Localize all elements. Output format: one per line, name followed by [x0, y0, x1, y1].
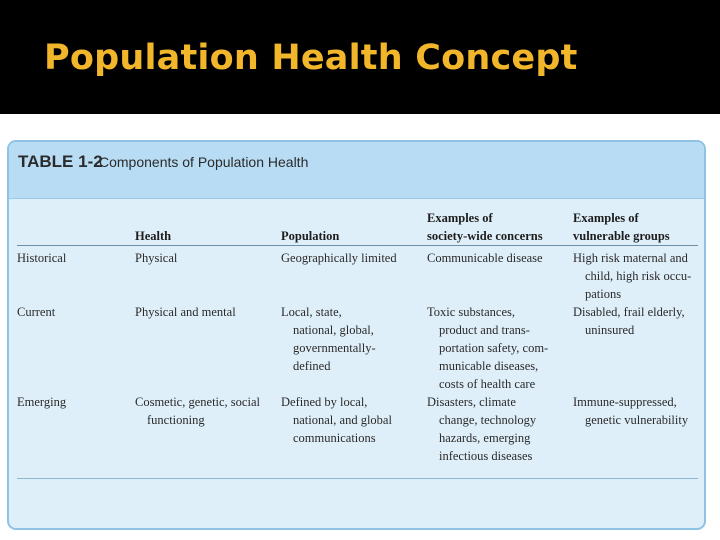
cell-society [427, 393, 536, 465]
cell-health [135, 303, 236, 321]
cell-line: High risk maternal and [573, 251, 688, 265]
table-panel [7, 140, 706, 530]
cell-line: Communicable disease [427, 251, 543, 265]
header-vulnerable-line2: vulnerable groups [573, 229, 670, 243]
cell-line: communications [293, 431, 376, 445]
cell-health [135, 249, 177, 267]
cell-line: Cosmetic, genetic, social [135, 395, 260, 409]
cell-line: pations [585, 287, 622, 301]
cell-line: infectious diseases [439, 449, 533, 463]
cell-line: child, high risk occu- [585, 269, 692, 283]
cell-population [281, 393, 392, 447]
cell-line: Geographically limited [281, 251, 397, 265]
cell-line: functioning [147, 413, 205, 427]
cell-line: genetic vulnerability [585, 413, 689, 427]
cell-vulnerable [573, 393, 688, 429]
row-label: Historical [17, 251, 67, 265]
cell-line: Local, state, [281, 305, 342, 319]
cell-line: Immune-suppressed, [573, 395, 677, 409]
cell-line: municable diseases, [439, 359, 539, 373]
cell-line: Toxic substances, [427, 305, 515, 319]
cell-line: Disabled, frail elderly, [573, 305, 685, 319]
cell-line: Defined by local, [281, 395, 368, 409]
row-label-historical [17, 249, 66, 267]
cell-line: costs of health care [439, 377, 536, 391]
cell-line: portation safety, com- [439, 341, 549, 355]
slide-header [0, 0, 720, 114]
cell-line: uninsured [585, 323, 635, 337]
row-label-current [17, 303, 55, 321]
cell-line: Physical [135, 251, 178, 265]
cell-line: Physical and mental [135, 305, 236, 319]
cell-line: governmentally- [293, 341, 376, 355]
cell-line: national, and global [293, 413, 392, 427]
cell-line: product and trans- [439, 323, 530, 337]
table-caption-bar [9, 142, 704, 199]
header-rule [17, 245, 698, 246]
header-population: Population [281, 229, 340, 243]
cell-line: change, technology [439, 413, 537, 427]
header-society-line2: society-wide concerns [427, 229, 543, 243]
cell-line: national, global, [293, 323, 374, 337]
header-health: Health [135, 229, 172, 243]
row-label: Current [17, 305, 56, 319]
table-caption: Components of Population Health [99, 154, 309, 170]
table-bottom-rule [17, 478, 698, 479]
cell-population [281, 249, 397, 267]
cell-line: hazards, emerging [439, 431, 531, 445]
cell-vulnerable [573, 249, 691, 303]
header-society-line1: Examples of [427, 211, 493, 225]
cell-line: defined [293, 359, 331, 373]
cell-vulnerable [573, 303, 685, 339]
cell-line: Disasters, climate [427, 395, 516, 409]
row-label: Emerging [17, 395, 67, 409]
slide-title: Population Health Concept [44, 38, 578, 78]
header-vulnerable-line1: Examples of [573, 211, 639, 225]
cell-population [281, 303, 376, 375]
cell-society [427, 249, 543, 267]
row-label-emerging [17, 393, 66, 411]
cell-society [427, 303, 548, 393]
cell-health [135, 393, 260, 429]
table-number: TABLE 1-2 [18, 152, 103, 171]
